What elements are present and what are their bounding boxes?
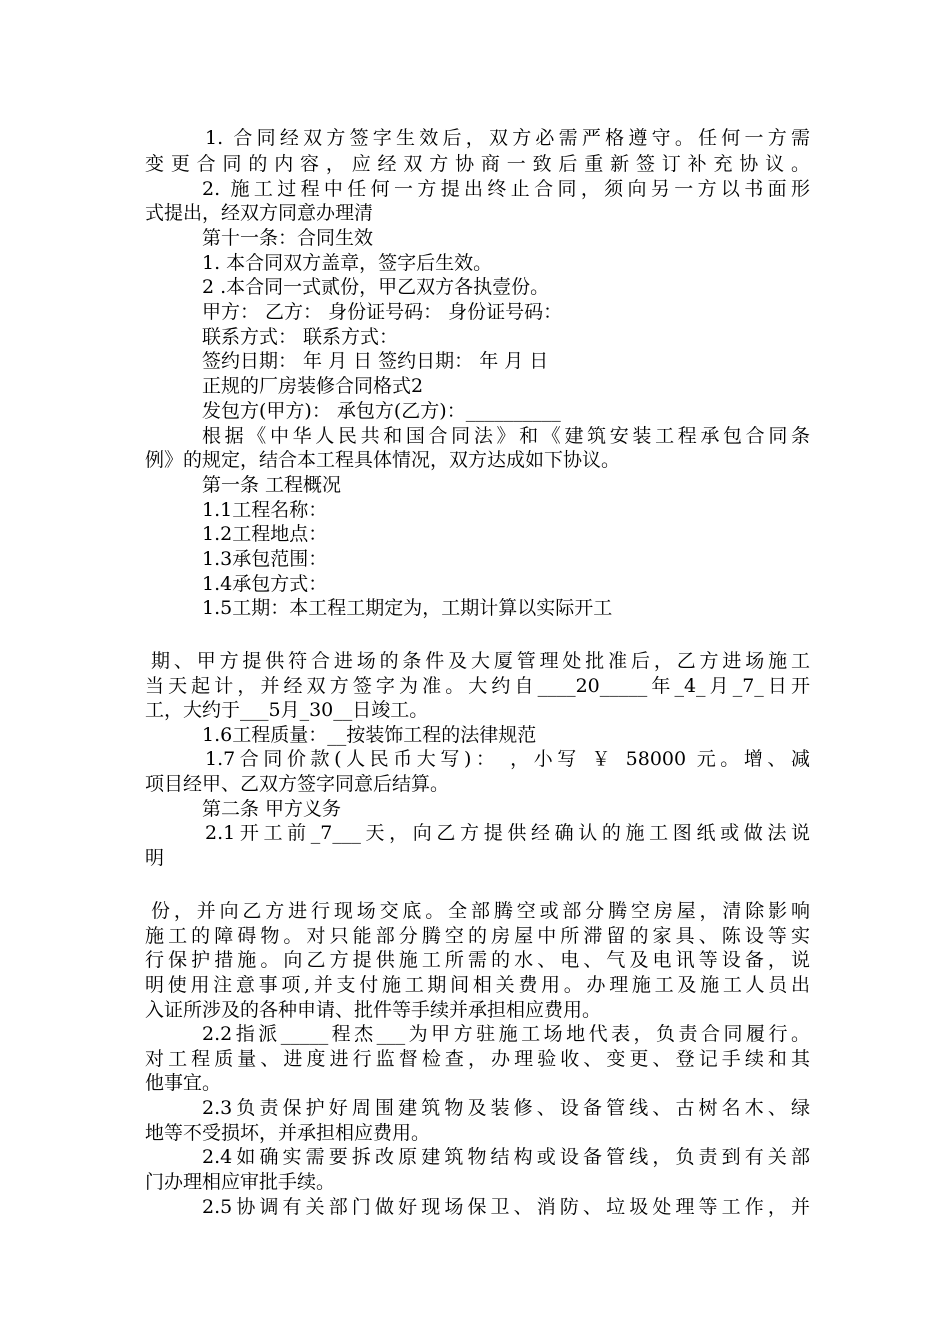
text-line: 2.1开工前_7___天，向乙方提供经确认的施工图纸或做法说 <box>205 822 810 844</box>
text-line: 1. 合同经双方签字生效后，双方必需严格遵守。任何一方需 <box>205 127 810 149</box>
text-line: 行保护措施。向乙方提供施工所需的水、电、气及电讯等设备，说 <box>145 949 810 971</box>
text-line: 1.7合同价款(人民币大写)： ，小写 ￥ 58000 元。增、减 <box>205 748 810 770</box>
text-line: 份，并向乙方进行现场交底。全部腾空或部分腾空房屋，清除影响 <box>151 900 810 922</box>
text-line: 式提出，经双方同意办理清 <box>145 202 374 224</box>
section-heading: 第一条 工程概况 <box>202 474 342 496</box>
text-line: 门办理相应审批手续。 <box>145 1171 336 1193</box>
text-line: 期、甲方提供符合进场的条件及大厦管理处批准后，乙方进场施工 <box>151 650 810 672</box>
text-line: 2.2指派_____程杰___为甲方驻施工场地代表，负责合同履行。 <box>202 1023 810 1045</box>
text-line: 当天起计，并经双方签字为准。大约自____20_____年_4_月_7_日开 <box>145 675 810 697</box>
text-line: 施工的障碍物。对只能部分腾空的房屋中所滞留的家具、陈设等实 <box>145 925 810 947</box>
text-line: 1.3承包范围： <box>202 548 328 570</box>
text-line: 1.2工程地点： <box>202 523 328 545</box>
section-heading: 第二条 甲方义务 <box>202 798 342 820</box>
parties-line: 发包方(甲方)： 承包方(乙方)：__________ <box>202 400 561 422</box>
text-line: 对工程质量、进度进行监督检查，办理验收、变更、登记手续和其 <box>145 1048 810 1070</box>
section-heading: 第十一条：合同生效 <box>202 227 374 249</box>
signature-party-line: 甲方： 乙方： 身份证号码： 身份证号码： <box>202 301 563 323</box>
text-line: 入证所涉及的各种申请、批件等手续并承担相应费用。 <box>145 999 602 1021</box>
text-line: 明 <box>145 847 165 869</box>
text-line: 1. 本合同双方盖章，签字后生效。 <box>202 252 493 274</box>
text-line: 明使用注意事项,并支付施工期间相关费用。办理施工及施工人员出 <box>145 974 810 996</box>
text-line: 变更合同的内容，应经双方协商一致后重新签订补充协议。 <box>145 153 810 175</box>
contact-line: 联系方式： 联系方式： <box>202 326 399 348</box>
text-line: 1.1工程名称： <box>202 499 328 521</box>
text-line: 项目经甲、乙双方签字同意后结算。 <box>145 773 450 795</box>
text-line: 1.4承包方式： <box>202 573 328 595</box>
document-title: 正规的厂房装修合同格式2 <box>202 375 424 397</box>
text-line: 2.3负责保护好周围建筑物及装修、设备管线、古树名木、绿 <box>202 1097 810 1119</box>
text-line: 地等不受损坏，并承担相应费用。 <box>145 1122 431 1144</box>
text-line: 1.6工程质量：__按装饰工程的法律规范 <box>202 724 537 746</box>
text-line: 2.5协调有关部门做好现场保卫、消防、垃圾处理等工作，并 <box>202 1196 810 1218</box>
sign-date-line: 签约日期： 年 月 日 签约日期： 年 月 日 <box>202 350 549 372</box>
text-line: 1.5工期：本工程工期定为，工期计算以实际开工 <box>202 597 613 619</box>
text-line: 2. 施工过程中任何一方提出终止合同，须向另一方以书面形 <box>202 178 810 200</box>
text-line: 2 .本合同一式贰份，甲乙双方各执壹份。 <box>202 276 550 298</box>
text-line: 他事宜。 <box>145 1072 222 1094</box>
text-line: 根据《中华人民共和国合同法》和《建筑安装工程承包合同条 <box>202 425 810 447</box>
text-line: 2.4如确实需要拆改原建筑物结构或设备管线，负责到有关部 <box>202 1146 810 1168</box>
text-line: 例》的规定，结合本工程具体情况，双方达成如下协议。 <box>145 449 621 471</box>
text-line: 工，大约于___5月_30__日竣工。 <box>145 699 429 721</box>
